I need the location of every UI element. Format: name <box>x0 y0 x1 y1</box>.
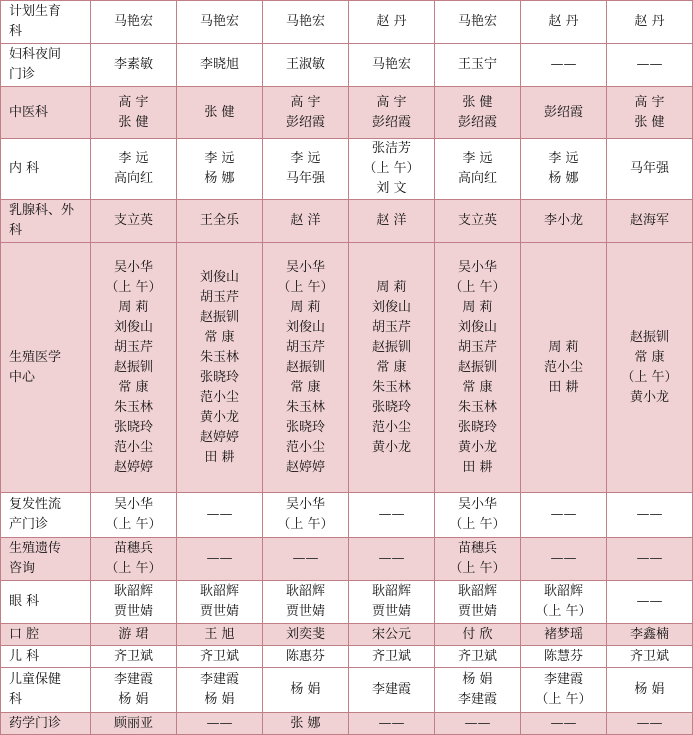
doctor-cell: 耿韶辉 贾世婧 <box>263 581 349 624</box>
schedule-row <box>1 1 693 44</box>
department-name: 口 腔 <box>1 624 91 646</box>
doctor-cell: 吴小华 （上 午） <box>263 493 349 538</box>
doctor-cell: —— <box>177 538 263 581</box>
doctor-cell: 高 宇 张 健 <box>607 87 693 139</box>
doctor-cell: 李晓旭 <box>177 44 263 87</box>
doctor-cell: 吴小华 （上 午） 周 莉 刘俊山 胡玉芹 赵振钏 常 康 朱玉林 张晓玲 范小尘 赵婷婷 <box>263 243 349 493</box>
doctor-cell: —— <box>263 538 349 581</box>
doctor-cell: —— <box>607 538 693 581</box>
doctor-cell: 赵 丹 <box>349 1 435 44</box>
schedule-row <box>1 493 693 538</box>
doctor-cell: 马艳宏 <box>91 1 177 44</box>
doctor-cell: 陈慧芬 <box>521 646 607 668</box>
doctor-cell: —— <box>349 713 435 735</box>
doctor-cell: 李鑫楠 <box>607 624 693 646</box>
doctor-cell: 刘俊山 胡玉芹 赵振钏 常 康 朱玉林 张晓玲 范小尘 黄小龙 赵婷婷 田 耕 <box>177 243 263 493</box>
doctor-cell: 李小龙 <box>521 200 607 243</box>
schedule-row <box>1 44 693 87</box>
doctor-cell: 李 远 高向红 <box>435 139 521 200</box>
doctor-cell: 彭绍霞 <box>521 87 607 139</box>
doctor-cell: 王淑敏 <box>263 44 349 87</box>
doctor-cell: 马艳宏 <box>349 44 435 87</box>
doctor-cell: 王全乐 <box>177 200 263 243</box>
schedule-row <box>1 538 693 581</box>
department-name: 生殖医学 中心 <box>1 243 91 493</box>
department-name: 眼 科 <box>1 581 91 624</box>
doctor-cell: 马艳宏 <box>263 1 349 44</box>
doctor-cell: 苗穗兵 （上 午） <box>91 538 177 581</box>
doctor-cell: 支立英 <box>91 200 177 243</box>
doctor-cell: 李 远 杨 娜 <box>177 139 263 200</box>
doctor-cell: 张 娜 <box>263 713 349 735</box>
doctor-cell: —— <box>177 493 263 538</box>
doctor-cell: 付 欣 <box>435 624 521 646</box>
doctor-cell: —— <box>521 713 607 735</box>
department-name: 生殖遗传 咨询 <box>1 538 91 581</box>
schedule-row <box>1 87 693 139</box>
schedule-row <box>1 624 693 646</box>
doctor-cell: 齐卫斌 <box>607 646 693 668</box>
doctor-cell: —— <box>521 538 607 581</box>
doctor-cell: 吴小华 （上 午） 周 莉 刘俊山 胡玉芹 赵振钏 常 康 朱玉林 张晓玲 黄小龙 田 耕 <box>435 243 521 493</box>
doctor-cell: —— <box>521 44 607 87</box>
doctor-cell: 张洁芳 （上 午） 刘 文 <box>349 139 435 200</box>
doctor-cell: 支立英 <box>435 200 521 243</box>
doctor-cell: 赵 丹 <box>607 1 693 44</box>
schedule-row <box>1 713 693 735</box>
doctor-cell: 耿韶辉 贾世婧 <box>91 581 177 624</box>
doctor-cell: —— <box>607 493 693 538</box>
department-name: 中医科 <box>1 87 91 139</box>
doctor-cell: 李 远 高向红 <box>91 139 177 200</box>
doctor-cell: 齐卫斌 <box>91 646 177 668</box>
department-name: 计划生育 科 <box>1 1 91 44</box>
doctor-cell: 李 远 马年强 <box>263 139 349 200</box>
doctor-cell: 吴小华 （上 午） <box>435 493 521 538</box>
doctor-cell: 耿韶辉 （上 午） <box>521 581 607 624</box>
doctor-cell: 李建霞 杨 娟 <box>177 668 263 713</box>
schedule-row <box>1 646 693 668</box>
doctor-cell: 赵 洋 <box>263 200 349 243</box>
schedule-row <box>1 581 693 624</box>
schedule-body <box>1 1 693 735</box>
doctor-cell: 赵 丹 <box>521 1 607 44</box>
doctor-cell: 齐卫斌 <box>177 646 263 668</box>
department-name: 内 科 <box>1 139 91 200</box>
doctor-cell: —— <box>607 44 693 87</box>
doctor-cell: 宋公元 <box>349 624 435 646</box>
doctor-cell: —— <box>349 538 435 581</box>
doctor-cell: 王玉宁 <box>435 44 521 87</box>
doctor-cell: 刘奕斐 <box>263 624 349 646</box>
doctor-cell: 李建霞 <box>349 668 435 713</box>
doctor-cell: 李建霞 （上 午） <box>521 668 607 713</box>
doctor-cell: 耿韶辉 贾世婧 <box>177 581 263 624</box>
doctor-cell: 吴小华 （上 午） 周 莉 刘俊山 胡玉芹 赵振钏 常 康 朱玉林 张晓玲 范小尘 赵婷婷 <box>91 243 177 493</box>
doctor-cell: —— <box>521 493 607 538</box>
doctor-cell: 杨 娟 <box>607 668 693 713</box>
doctor-cell: 高 宇 彭绍霞 <box>349 87 435 139</box>
doctor-cell: 顾丽亚 <box>91 713 177 735</box>
doctor-cell: —— <box>177 713 263 735</box>
doctor-cell: 高 宇 彭绍霞 <box>263 87 349 139</box>
doctor-cell: 齐卫斌 <box>435 646 521 668</box>
doctor-cell: 耿韶辉 贾世婧 <box>349 581 435 624</box>
doctor-cell: 李 远 杨 娜 <box>521 139 607 200</box>
doctor-cell: 马年强 <box>607 139 693 200</box>
doctor-cell: 张 健 彭绍霞 <box>435 87 521 139</box>
doctor-cell: 杨 娟 <box>263 668 349 713</box>
department-name: 儿童保健 科 <box>1 668 91 713</box>
department-name: 乳腺科、外 科 <box>1 200 91 243</box>
doctor-cell: 王 旭 <box>177 624 263 646</box>
doctor-cell: 马艳宏 <box>177 1 263 44</box>
doctor-cell: 游 珺 <box>91 624 177 646</box>
department-name: 药学门诊 <box>1 713 91 735</box>
doctor-cell: 李建霞 杨 娟 <box>91 668 177 713</box>
schedule-row <box>1 668 693 713</box>
doctor-cell: 苗穗兵 （上 午） <box>435 538 521 581</box>
doctor-cell: —— <box>607 581 693 624</box>
doctor-cell: 张 健 <box>177 87 263 139</box>
doctor-cell: 褚梦瑶 <box>521 624 607 646</box>
doctor-cell: 耿韶辉 贾世婧 <box>435 581 521 624</box>
schedule-row <box>1 243 693 493</box>
department-name: 妇科夜间 门诊 <box>1 44 91 87</box>
doctor-cell: 吴小华 （上 午） <box>91 493 177 538</box>
department-name: 儿 科 <box>1 646 91 668</box>
doctor-cell: 周 莉 范小尘 田 耕 <box>521 243 607 493</box>
doctor-cell: 陈惠芬 <box>263 646 349 668</box>
doctor-cell: —— <box>607 713 693 735</box>
schedule-row <box>1 139 693 200</box>
doctor-cell: 赵 洋 <box>349 200 435 243</box>
doctor-cell: —— <box>349 493 435 538</box>
doctor-cell: —— <box>435 713 521 735</box>
doctor-cell: 齐卫斌 <box>349 646 435 668</box>
doctor-cell: 赵海军 <box>607 200 693 243</box>
doctor-cell: 杨 娟 李建霞 <box>435 668 521 713</box>
schedule-row <box>1 200 693 243</box>
doctor-cell: 周 莉 刘俊山 胡玉芹 赵振钏 常 康 朱玉林 张晓玲 范小尘 黄小龙 <box>349 243 435 493</box>
doctor-cell: 高 宇 张 健 <box>91 87 177 139</box>
department-name: 复发性流 产门诊 <box>1 493 91 538</box>
doctor-cell: 马艳宏 <box>435 1 521 44</box>
doctor-cell: 李素敏 <box>91 44 177 87</box>
doctor-cell: 赵振钏 常 康 （上 午） 黄小龙 <box>607 243 693 493</box>
